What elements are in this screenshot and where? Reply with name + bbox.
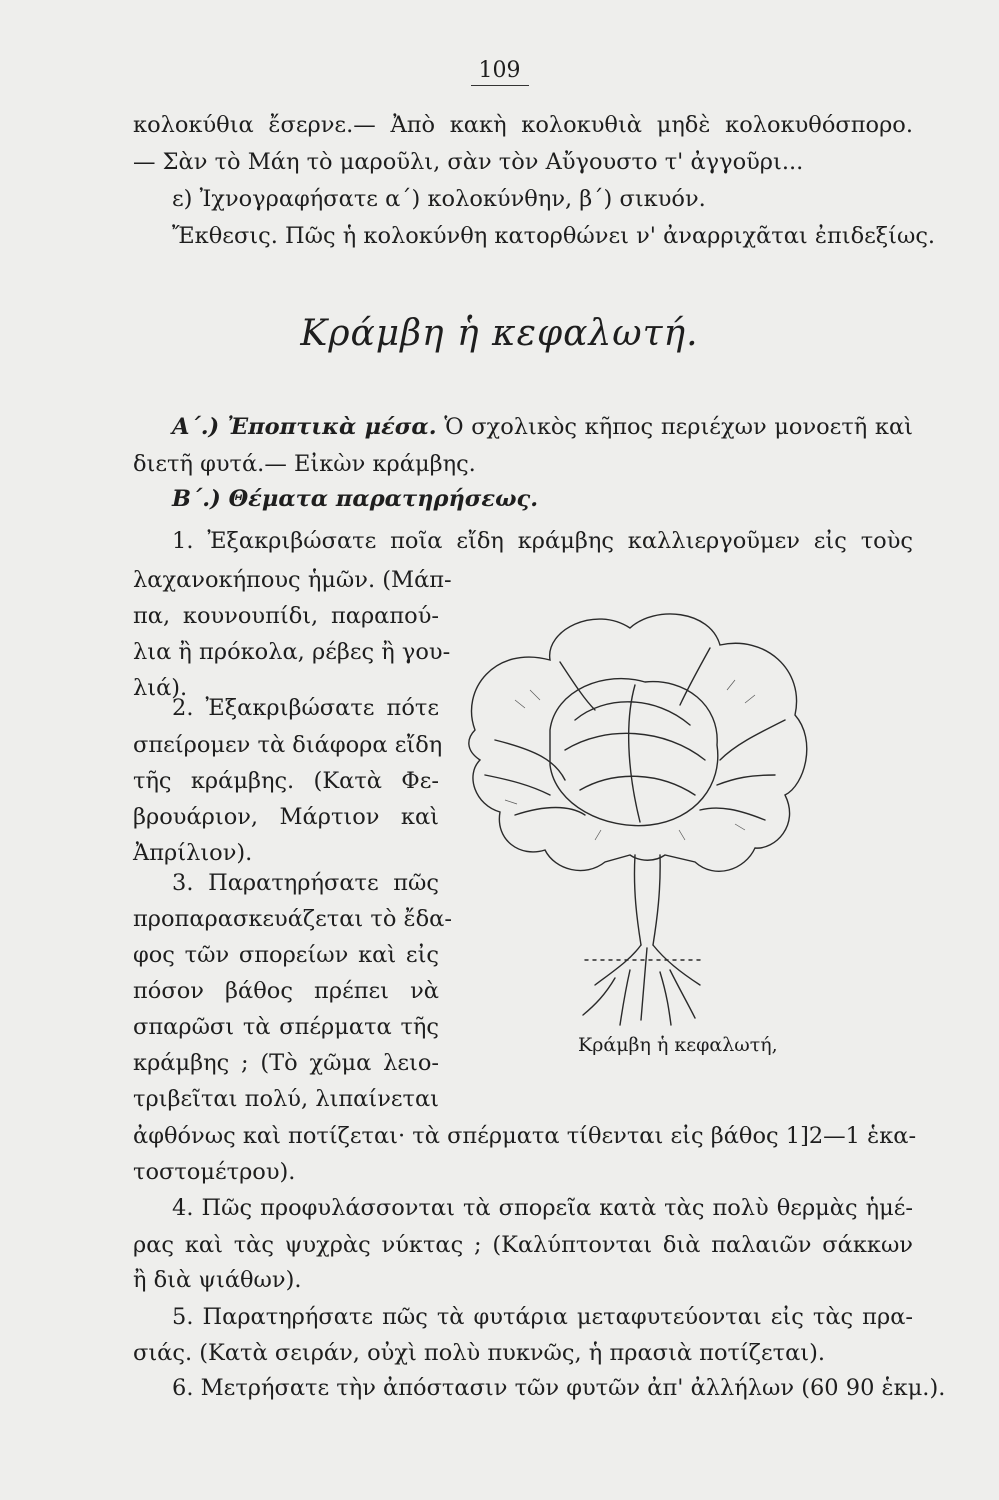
text-line: φος τῶν σπορείων καὶ εἰς [133, 942, 439, 968]
text-line: σπείρομεν τὰ διάφορα εἴδη [133, 732, 443, 758]
text-line: τῆς κράμβης. (Κατὰ Φε- [133, 768, 439, 794]
item-4-first-line: 4. Πῶς προφυλάσσονται τὰ σπορεῖα κατὰ τὰς πολὺ θερμὰς ἡμέ- [172, 1195, 913, 1221]
text-line: πα, κουνουπίδι, παραπού- [133, 603, 439, 629]
text-line: πόσον βάθος πρέπει νὰ [133, 978, 439, 1004]
section-a-label: Α΄.) Ἐποπτικὰ μέσα. [172, 414, 437, 440]
section-b-label: Β΄.) Θέματα παρατηρήσεως. [172, 486, 539, 512]
item-5-first-line: 5. Παρατηρήσατε πῶς τὰ φυτάρια μεταφυτεύονται εἰς τὰς πρα- [172, 1304, 913, 1330]
section-a-line [172, 416, 913, 439]
text-line: σπαρῶσι τὰ σπέρματα τῆς [133, 1014, 439, 1040]
figure-caption: Κράμβη ἡ κεφαλωτή, [578, 1034, 778, 1056]
item-1-first-line: 1. Ἐξακριβώσατε ποῖα εἴδη κράμβης καλλιεργοῦμεν εἰς τοὺς [172, 528, 913, 554]
section-a-text: Ὁ σχολικὸς κῆπος περιέχων μονοετῆ καὶ [444, 414, 913, 440]
text-line: Ἔκθεσις. Πῶς ἡ κολοκύνθη κατορθώνει ν' ἀναρριχᾶται ἐπιδεξίως. [172, 223, 936, 249]
text-line: διετῆ φυτά.— Εἰκὼν κράμβης. [133, 451, 476, 477]
text-line: ἀφθόνως καὶ ποτίζεται· τὰ σπέρματα τίθενται εἰς βάθος 1]2—1 ἑκα- [133, 1123, 917, 1149]
page-number: 109 [0, 58, 999, 86]
cabbage-illustration [455, 600, 817, 1030]
text-line: λαχανοκήπους ἡμῶν. (Μάπ- [133, 567, 452, 593]
section-title: Κράμβη ἡ κεφαλωτή. [300, 313, 699, 354]
text-line: κράμβης ; (Τὸ χῶμα λειο- [133, 1050, 439, 1076]
text-line: κολοκύθια ἔσερνε.— Ἀπὸ κακὴ κολοκυθιὰ μηδὲ κολοκυθόσπορο. [133, 112, 913, 138]
text-line: σιάς. (Κατὰ σειράν, οὐχὶ πολὺ πυκνῶς, ἡ πρασιὰ ποτίζεται). [133, 1340, 826, 1366]
text-line: ε) Ἰχνογραφήσατε α΄) κολοκύνθην, β΄) σικυόν. [172, 186, 706, 212]
item-2-first-line: 2. Ἐξακριβώσατε πότε [172, 695, 439, 721]
text-line: βρουάριον, Μάρτιον καὶ [133, 804, 439, 830]
text-line: λια ἢ πρόκολα, ρέβες ἢ γου- [133, 639, 451, 665]
item-6-line: 6. Μετρήσατε τὴν ἀπόστασιν τῶν φυτῶν ἀπ' ἀλλήλων (60 90 ἑκμ.). [172, 1375, 946, 1401]
text-line: τριβεῖται πολύ, λιπαίνεται [133, 1086, 439, 1112]
text-line: λιά). [133, 675, 188, 701]
text-line: προπαρασκευάζεται τὸ ἔδα- [133, 906, 452, 932]
text-line: τοστομέτρου). [133, 1159, 296, 1185]
text-line: Ἀπρίλιον). [133, 840, 253, 866]
text-line: ἢ διὰ ψιάθων). [133, 1267, 302, 1293]
item-3-first-line: 3. Παρατηρήσατε πῶς [172, 870, 439, 896]
text-line: ρας καὶ τὰς ψυχρὰς νύκτας ; (Καλύπτονται διὰ παλαιῶν σάκκων [133, 1232, 913, 1258]
text-line: — Σὰν τὸ Μάη τὸ μαροῦλι, σὰν τὸν Αὔγουστο τ' ἀγγοῦρι... [133, 149, 804, 175]
